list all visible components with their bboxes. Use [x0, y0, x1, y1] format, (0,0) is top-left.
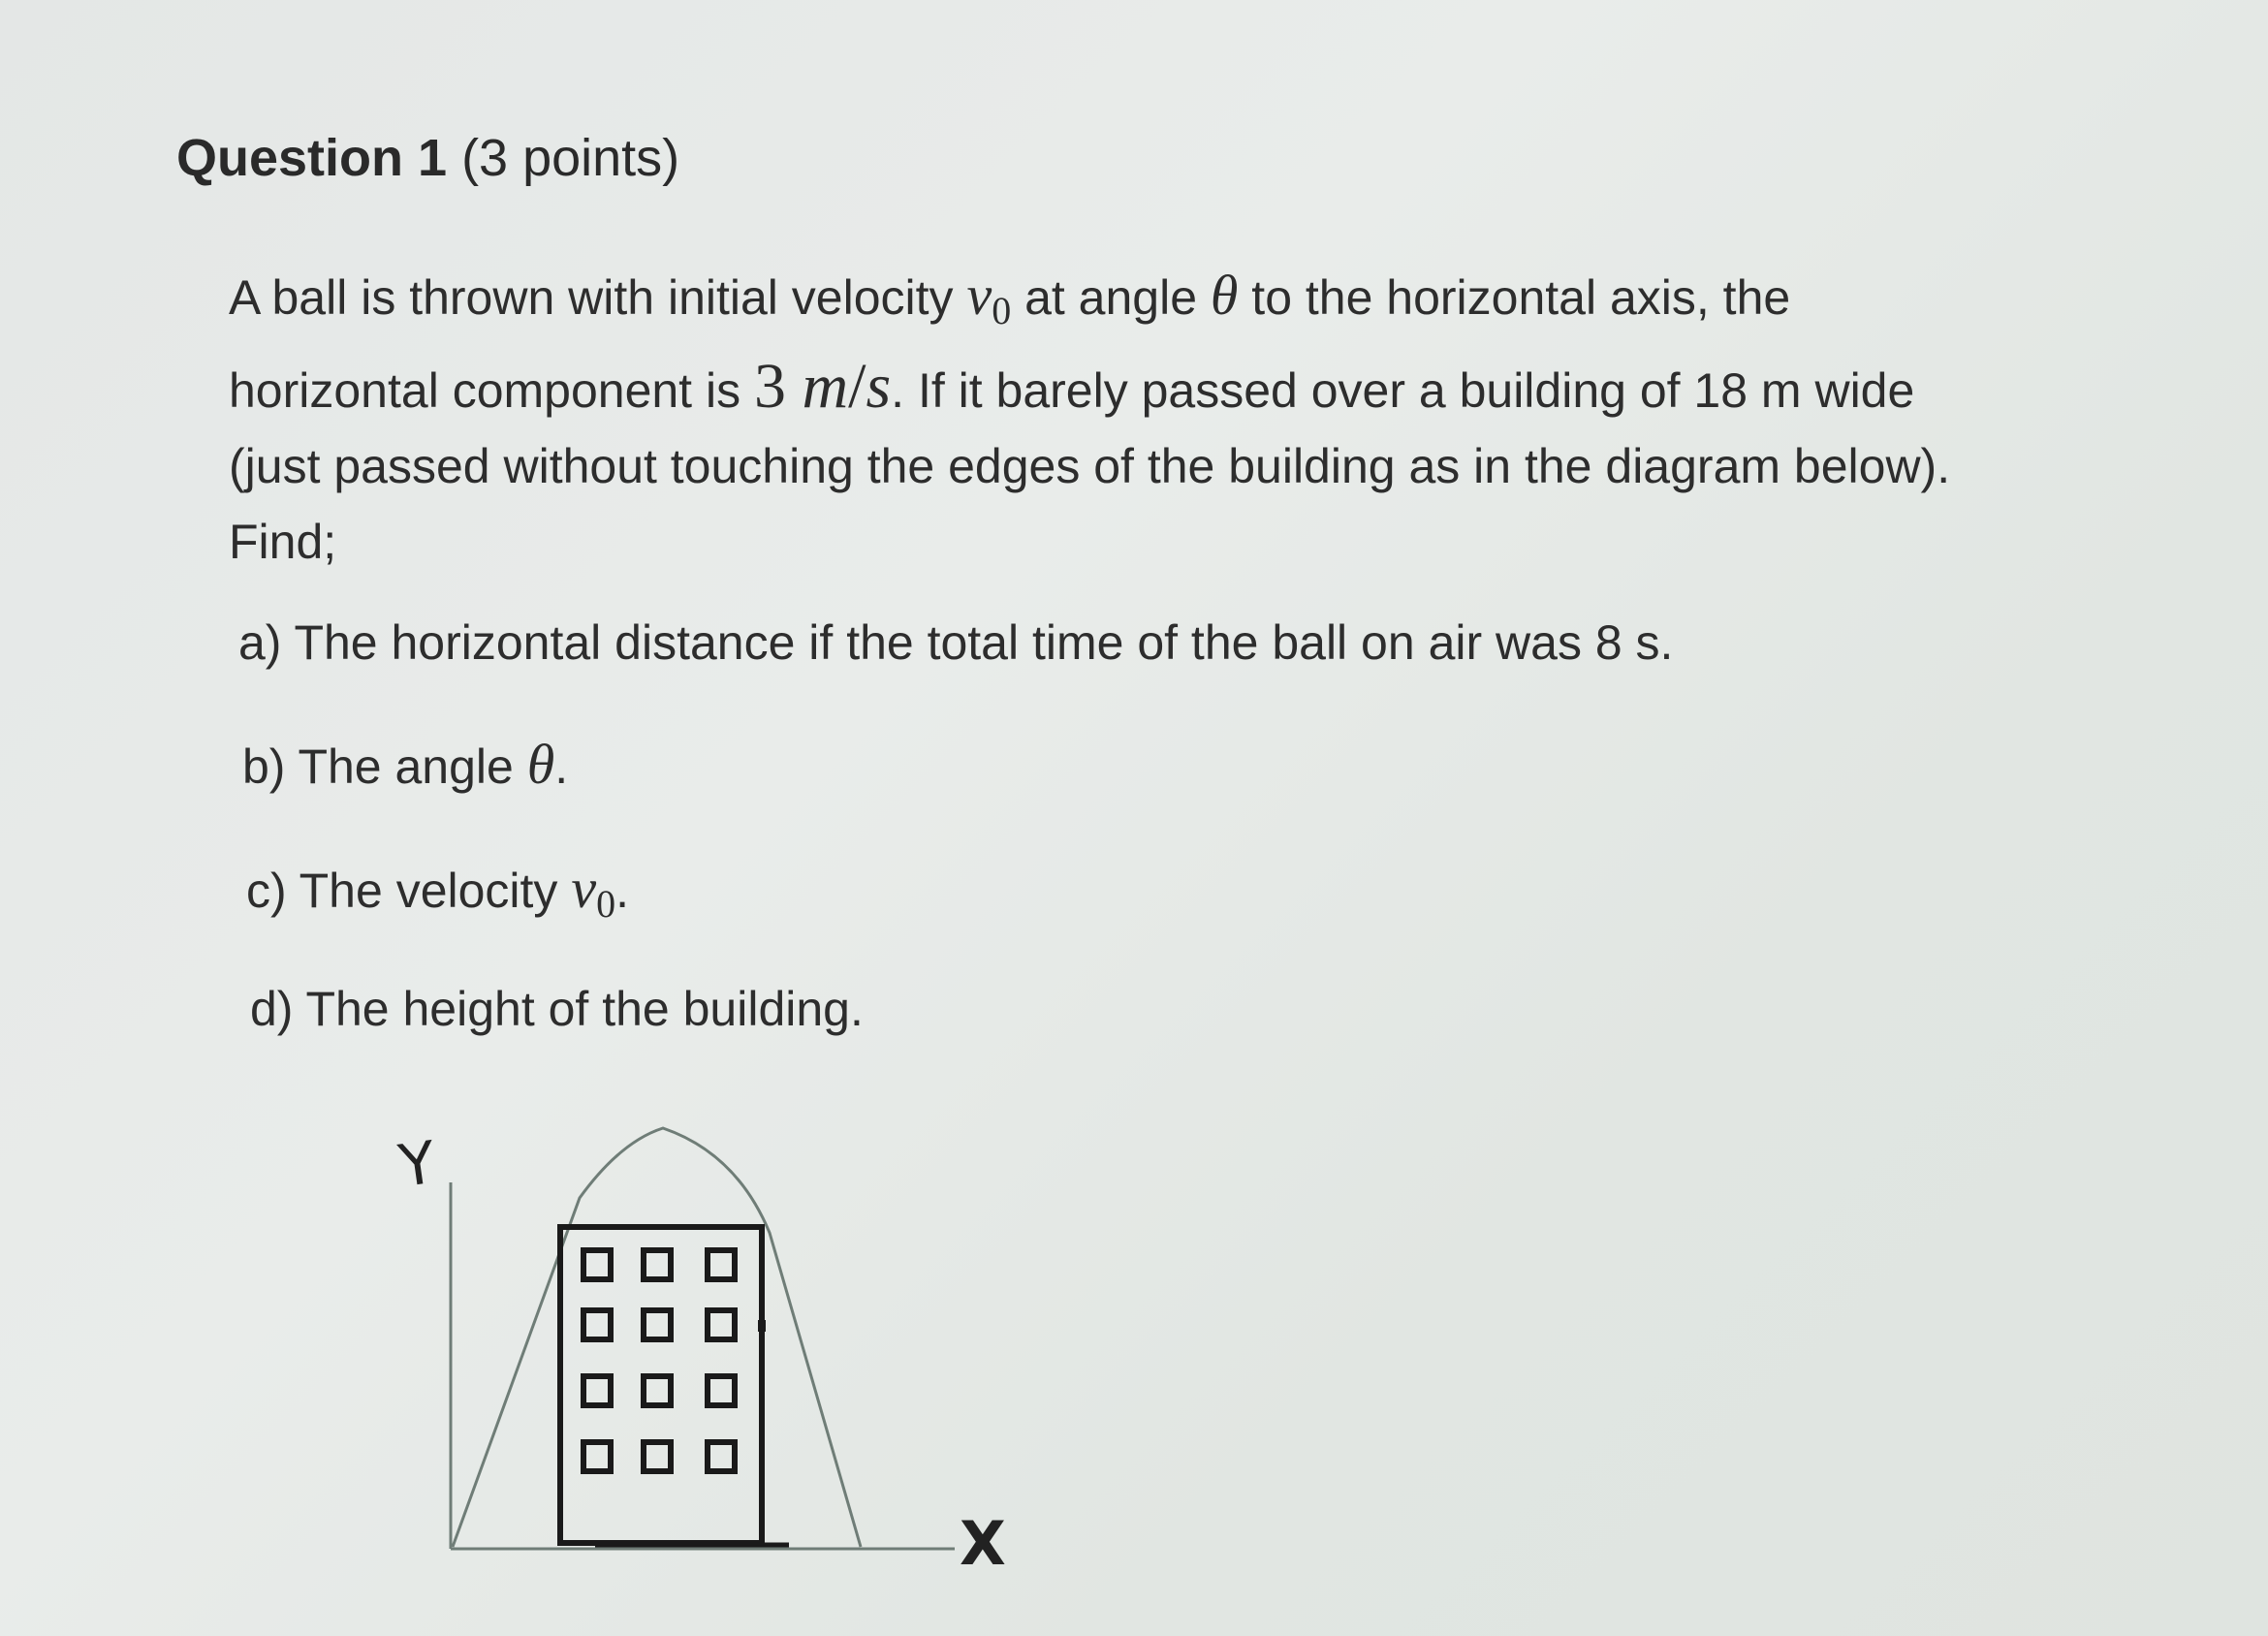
part-a: a) The horizontal distance if the total time of the ball on air was 8 s.: [238, 615, 1674, 670]
building-window: [644, 1442, 671, 1471]
question-number: Question 1: [176, 129, 448, 187]
building-window: [644, 1310, 671, 1339]
speed-value: 3 m/s: [753, 351, 892, 422]
v0-symbol: $v_0$: [966, 264, 1012, 332]
theta-symbol: θ: [1210, 264, 1239, 327]
problem-line-3: (just passed without touching the edges of the building as in the diagram below).: [229, 439, 1951, 493]
building-window: [708, 1310, 735, 1339]
problem-line-2: horizontal component is 3 m/s. If it barely passed over a building of 18 m wide: [229, 351, 1915, 422]
question-points: (3 points): [461, 129, 680, 187]
theta-symbol-b: θ: [526, 733, 555, 796]
building-window: [644, 1250, 671, 1279]
building-window: [583, 1442, 611, 1471]
building-window: [583, 1310, 611, 1339]
part-b: b) The angle θ.: [242, 733, 569, 796]
building-edge-mark: [758, 1320, 766, 1332]
building-window: [583, 1250, 611, 1279]
x-axis-label: X: [960, 1508, 1006, 1579]
problem-line-1: A ball is thrown with initial velocity $v_0$ at angle θ to the horizontal axis, the: [229, 264, 1791, 332]
problem-statement: [229, 258, 2090, 580]
building: [560, 1227, 762, 1543]
question-title: [176, 124, 679, 192]
building-window: [644, 1376, 671, 1405]
part-c: c) The velocity $v_0$.: [246, 857, 629, 926]
problem-line-4: Find;: [229, 515, 337, 569]
building-window: [708, 1442, 735, 1471]
y-axis-label: Y: [394, 1128, 440, 1202]
building-window: [708, 1250, 735, 1279]
trajectory-curve: [453, 1128, 861, 1547]
building-window: [583, 1376, 611, 1405]
building-window: [708, 1376, 735, 1405]
v0-symbol-c: $v_0$: [571, 857, 616, 926]
part-d: d) The height of the building.: [250, 982, 864, 1036]
